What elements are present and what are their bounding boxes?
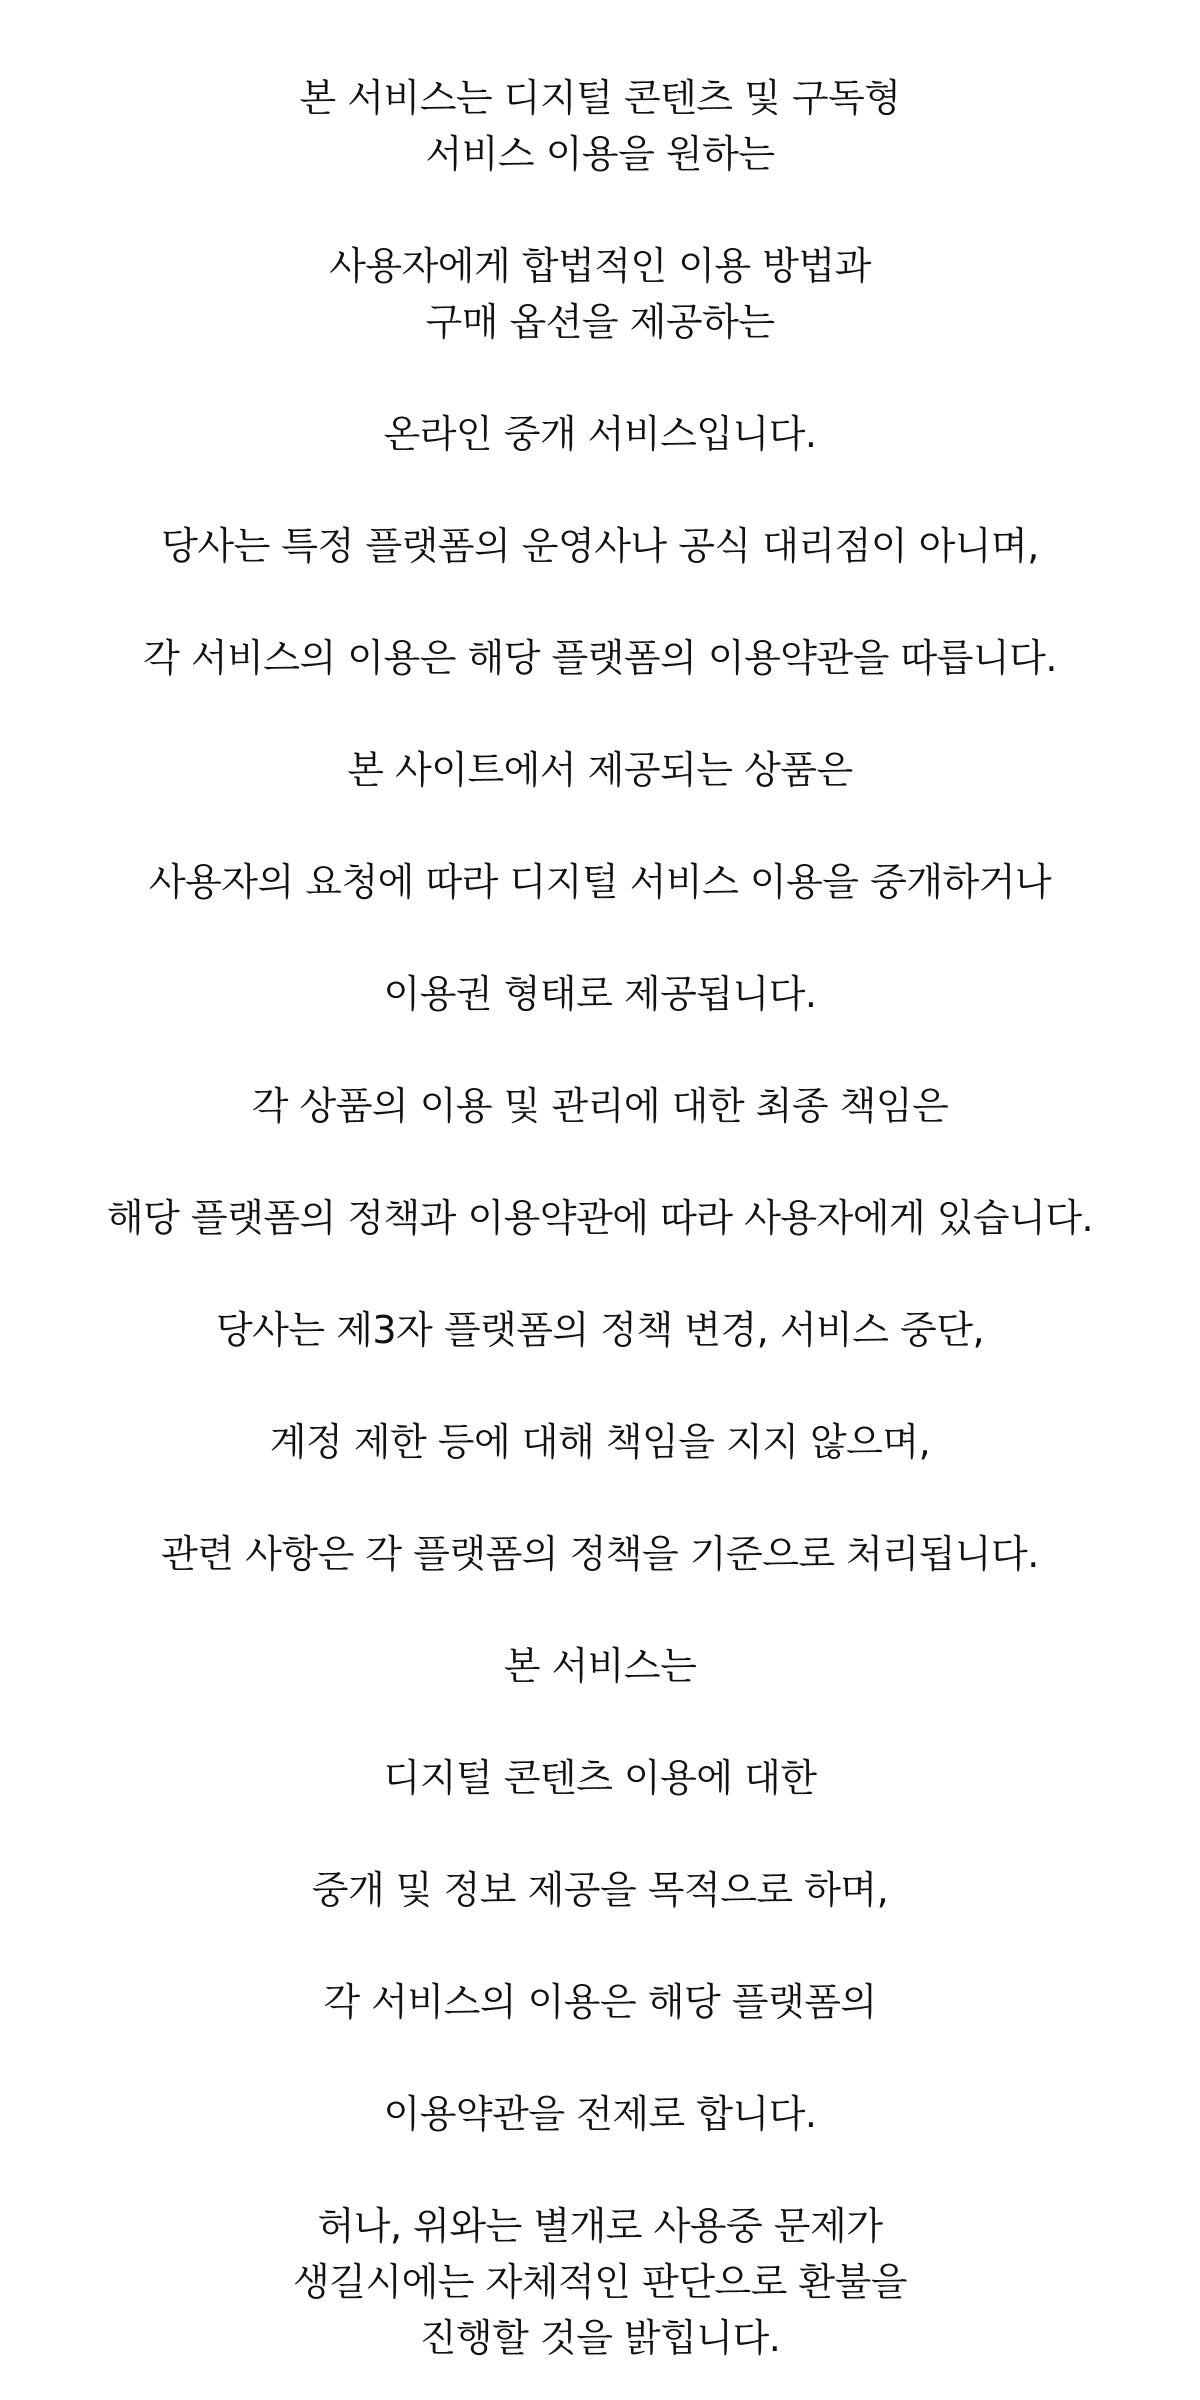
notice-line: 구매 옵션을 제공하는 bbox=[425, 300, 775, 344]
notice-line: 디지털 콘텐츠 이용에 대한 bbox=[383, 1756, 817, 1800]
notice-line: 각 서비스의 이용은 해당 플랫폼의 bbox=[323, 1980, 877, 2024]
notice-paragraph-9 bbox=[0, 1078, 1200, 1134]
notice-paragraph-15 bbox=[0, 1750, 1200, 1806]
notice-paragraph-11 bbox=[0, 1302, 1200, 1358]
notice-line: 서비스 이용을 원하는 bbox=[425, 132, 775, 176]
notice-line: 진행할 것을 밝힙니다. bbox=[419, 2316, 781, 2360]
notice-paragraph-1 bbox=[0, 70, 1200, 182]
notice-line: 계정 제한 등에 대해 책임을 지지 않으며, bbox=[269, 1420, 931, 1464]
notice-line: 생길시에는 자체적인 판단으로 환불을 bbox=[292, 2260, 908, 2304]
notice-paragraph-2 bbox=[0, 238, 1200, 350]
notice-line: 각 상품의 이용 및 관리에 대한 최종 책임은 bbox=[251, 1084, 949, 1128]
notice-line: 당사는 제3자 플랫폼의 정책 변경, 서비스 중단, bbox=[215, 1308, 985, 1352]
notice-paragraph-8 bbox=[0, 966, 1200, 1022]
notice-line: 사용자에게 합법적인 이용 방법과 bbox=[329, 244, 871, 288]
notice-line: 허나, 위와는 별개로 사용중 문제가 bbox=[317, 2204, 883, 2248]
notice-line: 본 서비스는 디지털 콘텐츠 및 구독형 bbox=[299, 76, 901, 120]
notice-paragraph-16 bbox=[0, 1862, 1200, 1918]
notice-line: 본 사이트에서 제공되는 상품은 bbox=[347, 748, 853, 792]
notice-paragraph-7 bbox=[0, 854, 1200, 910]
notice-paragraph-19 bbox=[0, 2198, 1200, 2366]
notice-paragraph-17 bbox=[0, 1974, 1200, 2030]
notice-paragraph-6 bbox=[0, 742, 1200, 798]
notice-line: 이용권 형태로 제공됩니다. bbox=[383, 972, 817, 1016]
notice-paragraph-18 bbox=[0, 2086, 1200, 2142]
notice-line: 사용자의 요청에 따라 디지털 서비스 이용을 중개하거나 bbox=[148, 860, 1052, 904]
notice-paragraph-13 bbox=[0, 1526, 1200, 1582]
notice-line: 이용약관을 전제로 합니다. bbox=[383, 2092, 817, 2136]
notice-line: 본 서비스는 bbox=[503, 1644, 697, 1688]
notice-paragraph-5 bbox=[0, 630, 1200, 686]
notice-paragraph-12 bbox=[0, 1414, 1200, 1470]
notice-line: 당사는 특정 플랫폼의 운영사나 공식 대리점이 아니며, bbox=[161, 524, 1039, 568]
notice-line: 중개 및 정보 제공을 목적으로 하며, bbox=[311, 1868, 889, 1912]
notice-paragraph-3 bbox=[0, 406, 1200, 462]
notice-line: 각 서비스의 이용은 해당 플랫폼의 이용약관을 따릅니다. bbox=[143, 636, 1057, 680]
notice-line: 해당 플랫폼의 정책과 이용약관에 따라 사용자에게 있습니다. bbox=[106, 1196, 1094, 1240]
notice-paragraph-10 bbox=[0, 1190, 1200, 1246]
notice-paragraph-14 bbox=[0, 1638, 1200, 1694]
notice-line: 온라인 중개 서비스입니다. bbox=[383, 412, 817, 456]
notice-paragraph-4 bbox=[0, 518, 1200, 574]
notice-line: 관련 사항은 각 플랫폼의 정책을 기준으로 처리됩니다. bbox=[161, 1532, 1039, 1576]
